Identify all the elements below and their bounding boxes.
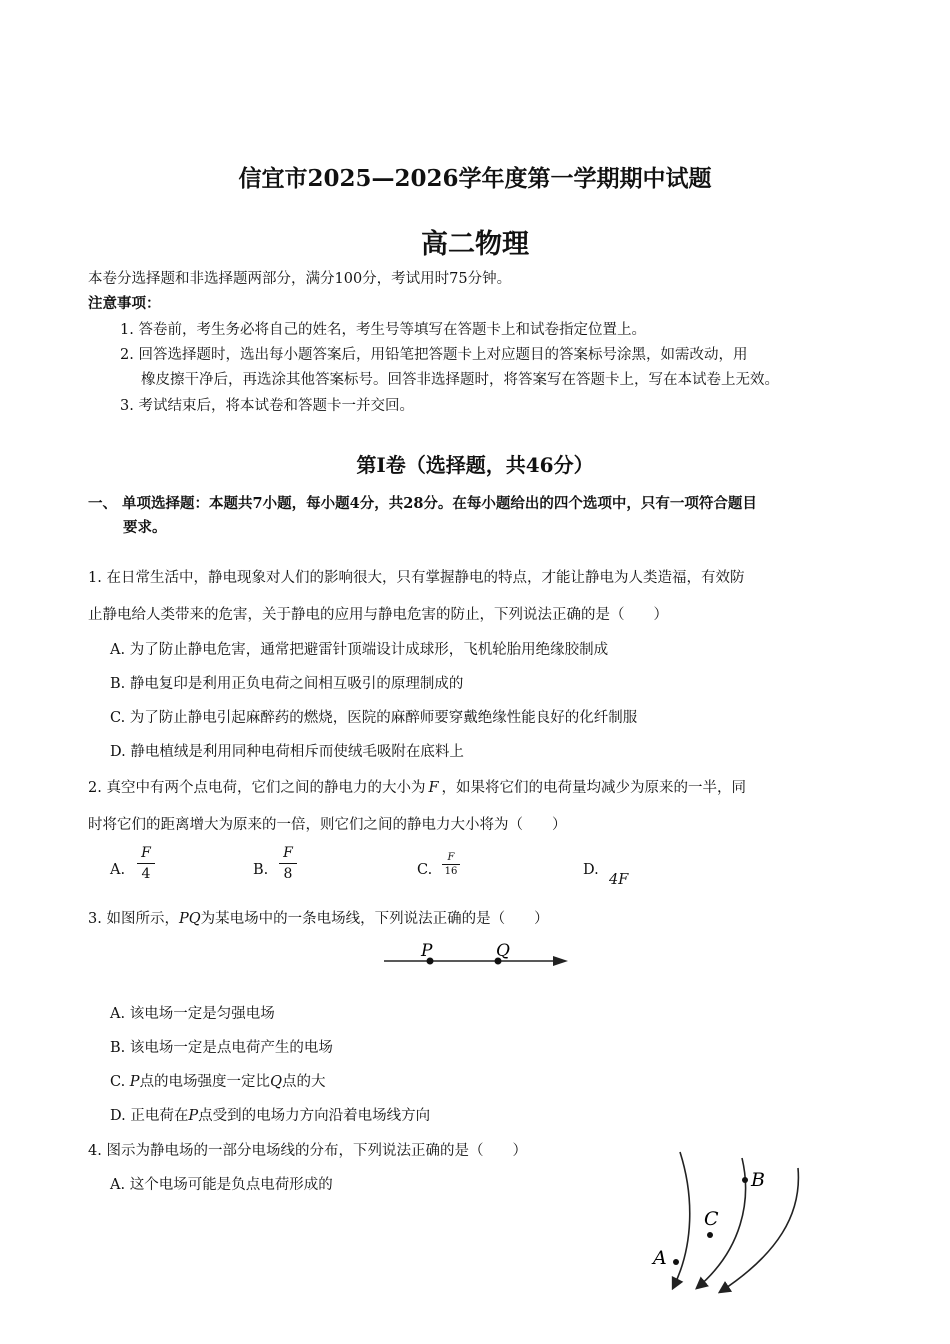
question-3-option-a: A. 该电场一定是匀强电场: [110, 1006, 275, 1022]
question-1-option-c: C. 为了防止静电引起麻醉药的燃烧，医院的麻醉师要穿戴绝缘性能良好的化纤制服: [110, 710, 638, 726]
point-c-label: C: [704, 1208, 719, 1230]
fraction-denominator: 8: [283, 866, 293, 882]
point-b-label: B: [751, 1169, 765, 1191]
question-1-option-d: D. 静电植绒是利用同种电荷相斥而使绒毛吸附在底料上: [110, 744, 464, 760]
question-2-stem-text: 2. 真空中有两个点电荷，它们之间的静电力的大小为: [88, 780, 426, 796]
question-2-stem-continued: 时将它们的距离增大为原来的一倍，则它们之间的静电力大小将为（ ）: [88, 817, 567, 833]
point-c-dot: [707, 1232, 713, 1238]
section-title: 第Ⅰ卷（选择题，共46分）: [356, 453, 594, 477]
point-b-dot: [742, 1177, 748, 1183]
question-4-stem: 4. 图示为静电场的一部分电场线的分布，下列说法正确的是（ ）: [88, 1143, 527, 1159]
fraction-denominator: 16: [444, 866, 458, 877]
subject-title: 高二物理: [421, 229, 529, 260]
question-1-stem-continued: 止静电给人类带来的危害，关于静电的应用与静电危害的防止，下列说法正确的是（ ）: [88, 607, 668, 623]
fraction-denominator: 4: [141, 866, 151, 882]
field-line-variable: PQ: [178, 911, 201, 927]
option-text: 点受到的电场力方向沿着电场线方向: [198, 1108, 431, 1124]
note-item: 3. 考试结束后，将本试卷和答题卡一并交回。: [120, 398, 414, 414]
point-a-dot: [673, 1259, 679, 1265]
section-instruction-continued: 要求。: [123, 519, 167, 536]
exam-intro: 本卷分选择题和非选择题两部分，满分100分，考试用时75分钟。: [88, 271, 512, 287]
question-2-option-b-label: B.: [253, 862, 269, 878]
question-2-option-d-label: D.: [583, 862, 599, 878]
question-1-option-b: B. 静电复印是利用正负电荷之间相互吸引的原理制成的: [110, 676, 464, 692]
point-p-label: P: [421, 941, 433, 961]
note-item: 2. 回答选择题时，选出每小题答案后，用铅笔把答题卡上对应题目的答案标号涂黑，如需改动，用: [120, 347, 748, 363]
fraction-numerator: F: [283, 845, 293, 861]
option-text: 点的电场强度一定比: [139, 1074, 271, 1090]
point-variable: P: [129, 1074, 140, 1090]
question-3-option-b: B. 该电场一定是点电荷产生的电场: [110, 1040, 333, 1056]
question-3-stem-text: 为某电场中的一条电场线，下列说法正确的是（ ）: [200, 911, 549, 927]
question-2-option-c-label: C.: [417, 862, 433, 878]
note-item-continued: 橡皮擦干净后，再选涂其他答案标号。回答非选择题时，将答案写在答题卡上，写在本试卷上无效。: [141, 372, 779, 388]
exam-title: 信宜市2025—2026学年度第一学期期中试题: [238, 165, 712, 192]
field-line-1: [673, 1152, 690, 1288]
question-4-option-a: A. 这个电场可能是负点电荷形成的: [110, 1177, 333, 1193]
point-a-label: A: [653, 1247, 667, 1269]
fraction-numerator: F: [447, 852, 455, 863]
question-1-stem: 1. 在日常生活中，静电现象对人们的影响很大，只有掌握静电的特点，才能让静电为人类造福，有效防: [88, 570, 745, 586]
point-q-label: Q: [496, 941, 510, 961]
option-text: 点的大: [281, 1074, 326, 1090]
notes-title: 注意事项：: [88, 295, 161, 312]
question-2-stem-text: ，如果将它们的电荷量均减少为原来的一半，同: [441, 780, 747, 796]
force-variable: F: [428, 780, 439, 796]
point-variable: P: [188, 1108, 199, 1124]
option-text: D. 正电荷在: [110, 1108, 189, 1124]
note-item: 1. 答卷前，考生务必将自己的姓名，考生号等填写在答题卡上和试卷指定位置上。: [120, 322, 646, 338]
question-2-option-d-value: 4F: [609, 872, 629, 888]
question-3-stem-text: 3. 如图所示，: [88, 911, 179, 927]
point-variable: Q: [270, 1074, 282, 1090]
question-2-option-a-label: A.: [110, 862, 126, 878]
question-1-option-a: A. 为了防止静电危害，通常把避雷针顶端设计成球形，飞机轮胎用绝缘胶制成: [110, 642, 609, 658]
section-instruction: 一、 单项选择题：本题共7小题，每小题4分，共28分。在每小题给出的四个选项中，只有一项符合题目: [88, 495, 757, 512]
option-text: C.: [110, 1074, 130, 1090]
fraction-numerator: F: [141, 845, 151, 861]
